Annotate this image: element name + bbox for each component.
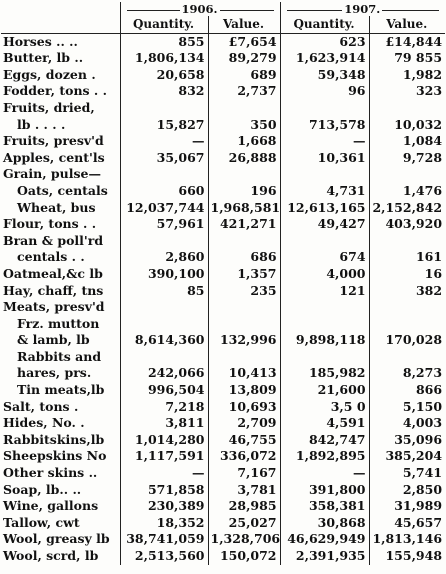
table-row: [1, 249, 445, 266]
table-row: [1, 233, 445, 250]
value-1906: [208, 233, 280, 250]
quantity-1906: 242,066: [120, 365, 208, 382]
row-label: Salt, tons .: [3, 398, 79, 414]
quantity-1906: 8,614,360: [120, 332, 208, 349]
value-1907: 31,989: [369, 498, 445, 515]
year-1907-header: [280, 2, 445, 16]
value-1907: 45,657: [369, 515, 445, 532]
quantity-1907: 30,868: [280, 515, 369, 532]
value-1906: [208, 349, 280, 366]
table-row: [1, 150, 445, 167]
table-row: [1, 283, 445, 300]
quantity-1906: 20,658: [120, 67, 208, 84]
table-row: [1, 200, 445, 217]
row-label: centals . .: [17, 249, 85, 265]
row-label: Fruits, presv'd: [3, 133, 104, 149]
table-row: [1, 299, 445, 316]
year-1906-header: [120, 2, 280, 16]
row-label: Oats, centals: [17, 182, 108, 198]
row-label: Meats, presv'd: [3, 299, 105, 315]
row-label: Frz. mutton: [17, 315, 100, 331]
value-1907: 9,728: [369, 150, 445, 167]
quantity-1906: 996,504: [120, 382, 208, 399]
quantity-1906: 571,858: [120, 482, 208, 499]
row-label: Flour, tons . .: [3, 216, 97, 232]
table-row: [1, 515, 445, 532]
quantity-1906: —: [120, 465, 208, 482]
quantity-1907: 842,747: [280, 432, 369, 449]
row-label: Grain, pulse—: [3, 166, 101, 182]
quantity-1907: 10,361: [280, 150, 369, 167]
quantity-1907: 21,600: [280, 382, 369, 399]
value-1906-header: Value.: [208, 16, 280, 33]
quantity-1907: 674: [280, 249, 369, 266]
row-label: Rabbits and: [17, 348, 102, 364]
value-1907: 16: [369, 266, 445, 283]
value-1907: [369, 299, 445, 316]
value-1906: 3,781: [208, 482, 280, 499]
value-1907: [369, 316, 445, 333]
export-statistics-table: [1, 2, 445, 565]
quantity-1906: 85: [120, 283, 208, 300]
table-row: [1, 382, 445, 399]
quantity-1907: —: [280, 133, 369, 150]
quantity-1907: 623: [280, 33, 369, 50]
value-1907: 8,273: [369, 365, 445, 382]
quantity-1906: 15,827: [120, 117, 208, 134]
quantity-1906: [120, 349, 208, 366]
table-row: [1, 349, 445, 366]
quantity-1907: 59,348: [280, 67, 369, 84]
value-1907: 35,096: [369, 432, 445, 449]
row-label: Tallow, cwt: [3, 514, 80, 530]
quantity-1906-header: Quantity.: [120, 16, 208, 33]
quantity-1906: 18,352: [120, 515, 208, 532]
table-row: [1, 365, 445, 382]
value-1906: [208, 316, 280, 333]
value-1906: [208, 166, 280, 183]
value-1907: 323: [369, 83, 445, 100]
value-1906: 89,279: [208, 50, 280, 67]
value-1906: [208, 299, 280, 316]
quantity-1907: 4,591: [280, 415, 369, 432]
row-label: Other skins ..: [3, 465, 98, 481]
year-header-row: [1, 2, 445, 16]
quantity-1906: 1,117,591: [120, 448, 208, 465]
row-label: Eggs, dozen .: [3, 66, 96, 82]
table-row: [1, 332, 445, 349]
row-label: hares, prs.: [17, 365, 92, 381]
quantity-1907: 96: [280, 83, 369, 100]
value-1907: 1,084: [369, 133, 445, 150]
value-1907: 4,003: [369, 415, 445, 432]
table-row: [1, 548, 445, 565]
value-1906: 686: [208, 249, 280, 266]
quantity-1906: —: [120, 133, 208, 150]
quantity-1907: 121: [280, 283, 369, 300]
year-1906-label: 1906.: [181, 2, 218, 16]
row-label: Sheepskins No: [3, 448, 107, 464]
table-row: [1, 83, 445, 100]
value-1907: 385,204: [369, 448, 445, 465]
row-label: Hay, chaff, tns: [3, 282, 104, 298]
quantity-1906: 390,100: [120, 266, 208, 283]
table-row: [1, 482, 445, 499]
table-row: [1, 166, 445, 183]
quantity-1907: [280, 349, 369, 366]
value-1906: 1,668: [208, 133, 280, 150]
quantity-1907: [280, 166, 369, 183]
value-1906: 689: [208, 67, 280, 84]
value-1906: 10,413: [208, 365, 280, 382]
quantity-1907: 358,381: [280, 498, 369, 515]
row-label: lb . . . .: [17, 116, 66, 132]
quantity-1907: 185,982: [280, 365, 369, 382]
value-1906: 1,968,581: [208, 200, 280, 217]
value-1906: 150,072: [208, 548, 280, 565]
value-1907: 1,813,146: [369, 531, 445, 548]
row-label: Tin meats,lb: [17, 382, 105, 398]
value-1907: 155,948: [369, 548, 445, 565]
value-1906: 336,072: [208, 448, 280, 465]
value-1906: [208, 100, 280, 117]
quantity-1907: 12,613,165: [280, 200, 369, 217]
value-1906: 1,357: [208, 266, 280, 283]
value-1906: 46,755: [208, 432, 280, 449]
quantity-1906: 855: [120, 33, 208, 50]
quantity-1906: [120, 299, 208, 316]
row-label: Wine, gallons: [3, 498, 99, 514]
quantity-1906: 7,218: [120, 399, 208, 416]
value-1907: [369, 166, 445, 183]
table-row: [1, 531, 445, 548]
table-row: [1, 448, 445, 465]
quantity-1907: —: [280, 465, 369, 482]
row-label: Wool, scrd, lb: [3, 548, 99, 563]
value-1907: [369, 349, 445, 366]
quantity-1906: 1,014,280: [120, 432, 208, 449]
value-1906: 28,985: [208, 498, 280, 515]
quantity-1907: 3,5 0: [280, 399, 369, 416]
row-label: Fruits, dried,: [3, 99, 95, 115]
table-row: [1, 133, 445, 150]
quantity-1907: 1,892,895: [280, 448, 369, 465]
value-1907: 10,032: [369, 117, 445, 134]
table-row: [1, 100, 445, 117]
quantity-1907: 9,898,118: [280, 332, 369, 349]
value-1906: 2,709: [208, 415, 280, 432]
value-1907: 161: [369, 249, 445, 266]
value-1907: [369, 233, 445, 250]
table-row: [1, 183, 445, 200]
quantity-1906: 3,811: [120, 415, 208, 432]
quantity-1906: 660: [120, 183, 208, 200]
value-1906: 421,271: [208, 216, 280, 233]
quantity-1906: 230,389: [120, 498, 208, 515]
table-row: [1, 498, 445, 515]
quantity-1907: 2,391,935: [280, 548, 369, 565]
table-row: [1, 465, 445, 482]
value-1907: 5,741: [369, 465, 445, 482]
value-1907: 79 855: [369, 50, 445, 67]
value-1906: 26,888: [208, 150, 280, 167]
quantity-1907: 49,427: [280, 216, 369, 233]
quantity-1906: 38,741,059: [120, 531, 208, 548]
value-1907: 2,850: [369, 482, 445, 499]
table-row: [1, 67, 445, 84]
value-1906: 25,027: [208, 515, 280, 532]
table-row: [1, 316, 445, 333]
quantity-1907: [280, 100, 369, 117]
value-1906: £7,654: [208, 33, 280, 50]
row-label: Hides, No. .: [3, 415, 85, 431]
quantity-1906: 57,961: [120, 216, 208, 233]
row-label: Wheat, bus: [17, 199, 96, 215]
row-label: Soap, lb.. ..: [3, 481, 82, 497]
table-row: [1, 266, 445, 283]
quantity-1907-header: Quantity.: [280, 16, 369, 33]
row-label: Fodder, tons . .: [3, 83, 107, 99]
quantity-1907: [280, 233, 369, 250]
value-1907: 1,476: [369, 183, 445, 200]
value-1907: 1,982: [369, 67, 445, 84]
year-spacer: [1, 2, 120, 16]
value-1907: [369, 100, 445, 117]
table-row: [1, 432, 445, 449]
quantity-1906: 1,806,134: [120, 50, 208, 67]
quantity-1907: [280, 316, 369, 333]
value-1906: 196: [208, 183, 280, 200]
value-1907: £14,844: [369, 33, 445, 50]
table-row: [1, 50, 445, 67]
quantity-1907: 4,000: [280, 266, 369, 283]
quantity-1907: 713,578: [280, 117, 369, 134]
row-label: Bran & poll'rd: [3, 232, 104, 248]
quantity-1907: 46,629,949: [280, 531, 369, 548]
quantity-1906: 2,860: [120, 249, 208, 266]
table-row: [1, 399, 445, 416]
value-1906: 132,996: [208, 332, 280, 349]
table-row: [1, 33, 445, 50]
value-1906: 13,809: [208, 382, 280, 399]
value-1907: 2,152,842: [369, 200, 445, 217]
quantity-1906: [120, 316, 208, 333]
value-1907: 5,150: [369, 399, 445, 416]
value-1907: 382: [369, 283, 445, 300]
row-label: & lamb, lb: [17, 332, 90, 348]
quantity-1906: [120, 100, 208, 117]
value-1906: 2,737: [208, 83, 280, 100]
value-1907-header: Value.: [369, 16, 445, 33]
quantity-1906: 35,067: [120, 150, 208, 167]
item-column-header: [1, 16, 120, 33]
value-1906: 10,693: [208, 399, 280, 416]
row-label: Horses .. ..: [3, 33, 78, 49]
value-1906: 1,328,706: [208, 531, 280, 548]
quantity-1906: [120, 233, 208, 250]
quantity-1907: 4,731: [280, 183, 369, 200]
value-1906: 7,167: [208, 465, 280, 482]
quantity-1907: 391,800: [280, 482, 369, 499]
quantity-1906: [120, 166, 208, 183]
column-header-row: [1, 16, 445, 33]
quantity-1906: 832: [120, 83, 208, 100]
value-1907: 403,920: [369, 216, 445, 233]
value-1907: 170,028: [369, 332, 445, 349]
row-label: Wool, greasy lb: [3, 531, 110, 547]
row-label: Apples, cent'ls: [3, 149, 105, 165]
table-body: [1, 33, 445, 565]
quantity-1906: 12,037,744: [120, 200, 208, 217]
quantity-1906: 2,513,560: [120, 548, 208, 565]
value-1906: 235: [208, 283, 280, 300]
table-row: [1, 415, 445, 432]
row-label: Oatmeal,&c lb: [3, 265, 103, 281]
row-label: Rabbitskins,lb: [3, 431, 105, 447]
table-row: [1, 216, 445, 233]
quantity-1907: [280, 299, 369, 316]
row-label: Butter, lb ..: [3, 50, 84, 66]
table-row: [1, 117, 445, 134]
quantity-1907: 1,623,914: [280, 50, 369, 67]
year-1907-label: 1907.: [344, 2, 381, 16]
value-1906: 350: [208, 117, 280, 134]
value-1907: 866: [369, 382, 445, 399]
